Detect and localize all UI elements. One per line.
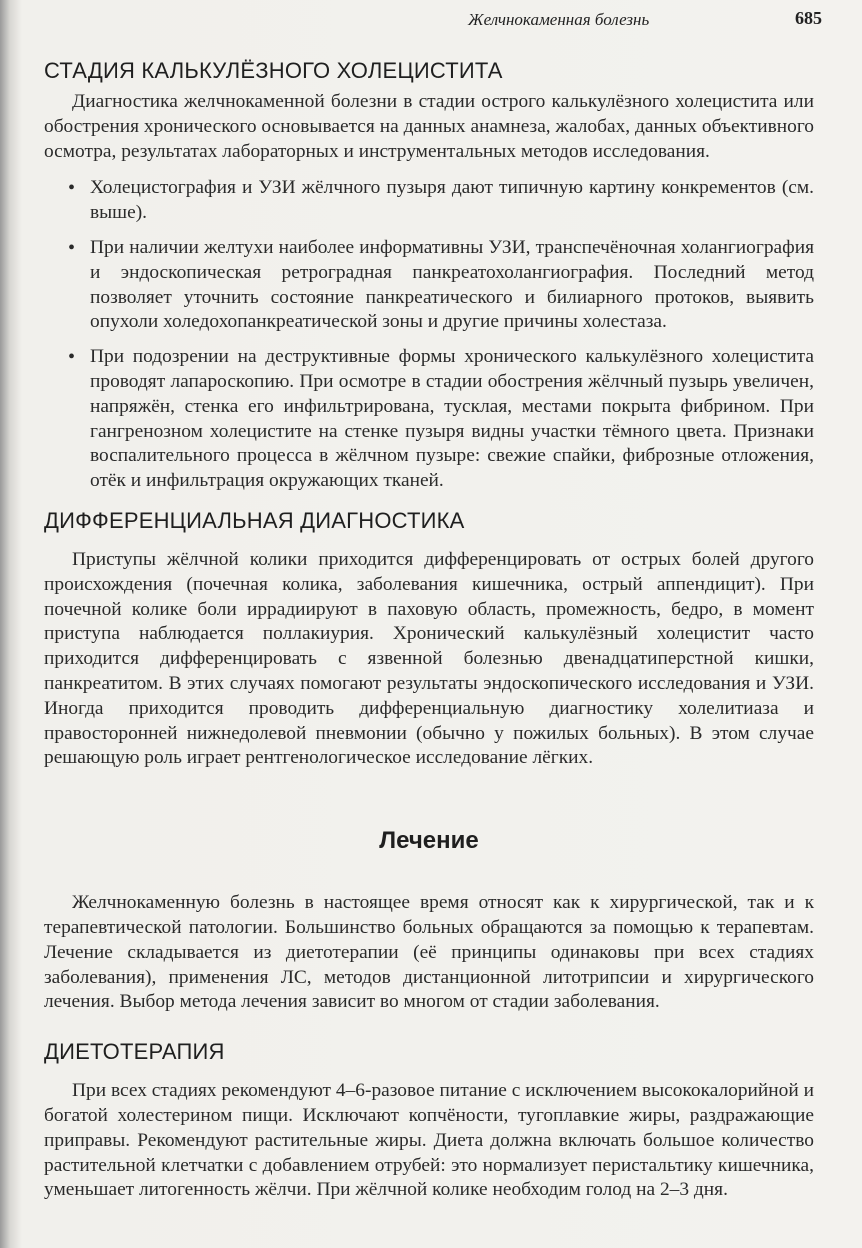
bullet-icon: • bbox=[68, 346, 76, 369]
bullet-icon: • bbox=[68, 236, 76, 259]
treatment-paragraph: Желчнокаменную болезнь в настоящее время относят как к хирургической, так и к терапевтической патологии. Большинство больных обращаются за помощью к терапевтам. Лечение складывается из диетотерапии (её принципы одинаковы при всех стадиях заболевания), применения ЛС, методов дистанционной литотрипсии и хирургического лечения. Выбор метода лечения зависит во многом от стадии заболевания. bbox=[44, 892, 814, 1013]
section-heading-differential: ДИФФЕРЕНЦИАЛЬНАЯ ДИАГНОСТИКА bbox=[44, 507, 465, 533]
diet-paragraph: При всех стадиях рекомендуют 4–6-разовое питание с исключением высококалорийной и богатой холестерином пищи. Исключают копчёности, тугоплавкие жиры, раздражающие приправы. Рекомендуют растительные жиры. Диета должна включать большое количество растительной клетчатки с добавлением отрубей: это нормализует перистальтику кишечника, уменьшает литогенность жёлчи. При жёлчной колике необходим голод на 2–3 дня. bbox=[44, 1080, 814, 1201]
chapter-title: Лечение bbox=[379, 827, 479, 855]
list-item-text: Холецистография и УЗИ жёлчного пузыря дают типичную картину конкрементов (см. выше). bbox=[90, 177, 814, 224]
bullet-icon: • bbox=[68, 177, 76, 200]
section-intro-paragraph: Диагностика желчнокаменной болезни в стадии острого калькулёзного холецистита или обострения хронического основывается на данных анамнеза, жалобах, данных объективного осмотра, результатах лабораторных и инструментальных методов исследования. bbox=[44, 91, 814, 162]
diagnostic-list bbox=[44, 176, 814, 494]
running-title: Желчнокаменная болезнь bbox=[468, 10, 650, 29]
list-item bbox=[44, 345, 814, 494]
section-heading-diet: ДИЕТОТЕРАПИЯ bbox=[44, 1039, 225, 1065]
running-header bbox=[350, 6, 822, 32]
differential-paragraph: Приступы жёлчной колики приходится дифференцировать от острых болей другого происхождения (почечная колика, заболевания кишечника, острый аппендицит). При почечной колике боли иррадиируют в паховую область, промежность, бедро, в момент приступа наблюдается поллакиурия. Хронический калькулёзный холецистит часто приходится дифференцировать с язвенной болезнью двенадцатиперстной кишки, панкреатитом. В этих случаях помогают результаты эндоскопического исследования и УЗИ. Иногда приходится проводить дифференциальную диагностику холелитиаза и правосторонней нижнедолевой пневмонии (обычно у пожилых больных). В этом случае решающую роль играет рентгенологическое исследование лёгких. bbox=[44, 548, 814, 769]
section-heading-calculous: СТАДИЯ КАЛЬКУЛЁЗНОГО ХОЛЕЦИСТИТА bbox=[44, 58, 503, 83]
list-item-text: При подозрении на деструктивные формы хронического калькулёзного холецистита проводят лапароскопию. При осмотре в стадии обострения жёлчный пузырь увеличен, напряжён, стенка его инфильтрирована, тусклая, местами покрыта фибрином. При гангренозном холецистите на стенке пузыря видны участки тёмного цвета. Признаки воспалительного процесса в жёлчном пузыре: свежие спайки, фиброзные отложения, отёк и инфильтрация окружающих тканей. bbox=[90, 346, 814, 492]
list-item bbox=[44, 236, 814, 335]
page-number: 685 bbox=[795, 8, 822, 28]
list-item-text: При наличии желтухи наиболее информативны УЗИ, транспечёночная холангиография и эндоскопическая ретроградная панкреатохолангиография. Последний метод позволяет уточнить состояние панкреатического и билиарного протоков, выявить опухоли холедохопанкреатической зоны и другие причины холестаза. bbox=[90, 236, 814, 333]
page-content bbox=[44, 58, 814, 1203]
list-item bbox=[44, 176, 814, 226]
